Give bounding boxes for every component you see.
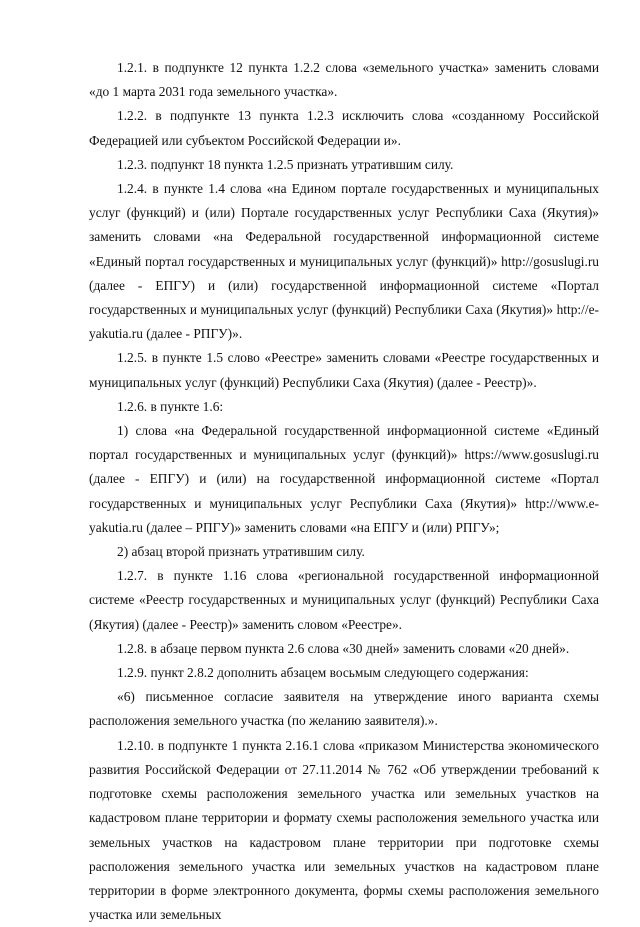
paragraph-1-2-2: 1.2.2. в подпункте 13 пункта 1.2.3 исключить слова «созданному Российской Федерацией или субъектом Российской Федерации и». — [89, 108, 599, 148]
paragraph-1-2-6-item-2: 2) абзац второй признать утратившим силу. — [117, 544, 365, 560]
paragraph-1-2-5: 1.2.5. в пункте 1.5 слово «Реестре» заменить словами «Реестре государственных и муниципальных услуг (функций) Республики Саха (Якутия) (далее - Реестр)». — [89, 350, 599, 390]
paragraph-1-2-10: 1.2.10. в подпункте 1 пункта 2.16.1 слова «приказом Министерства экономического развития Российской Федерации от 27.11.2014 № 762 «Об утверждении требований к подготовке схемы расположения земельного участка или земельных участков на кадастровом плане территории и формату схемы расположения земельного участка или земельных участков на кадастровом плане территории при подготовке схемы расположения земельного участка или земельных участков на кадастровом плане территории в форме электронного документа, формы схемы расположения земельного участка или земельных — [89, 737, 599, 923]
paragraph-1-2-4: 1.2.4. в пункте 1.4 слова «на Едином портале государственных и муниципальных услуг (функций) и (или) Портале государственных услуг Республики Саха (Якутия)» заменить словами «на Федеральной государственной информационной системе «Единый портал государственных и муниципальных услуг (функций)» http://gosuslugi.ru (далее - ЕПГУ) и (или) государственной информационной системе «Портал государственных и муниципальных услуг (функций) Республики Саха (Якутия)» http://e-yakutia.ru (далее - РПГУ)». — [89, 181, 599, 342]
paragraph-1-2-6-item-1: 1) слова «на Федеральной государственной информационной системе «Единый портал государственных и муниципальных услуг (функций)» https://www.gosuslugi.ru (далее - ЕПГУ) и (или) на государственной информационной системе «Портал государственных и муниципальных услуг Республики Саха (Якутия)» http://www.e-yakutia.ru (далее – РПГУ)» заменить словами «на ЕПГУ и (или) РПГУ»; — [89, 423, 599, 535]
paragraph-1-2-8: 1.2.8. в абзаце первом пункта 2.6 слова «30 дней» заменить словами «20 дней». — [117, 640, 570, 656]
paragraph-1-2-6: 1.2.6. в пункте 1.6: — [117, 398, 224, 414]
paragraph-1-2-3: 1.2.3. подпункт 18 пункта 1.2.5 признать утратившим силу. — [117, 156, 454, 172]
paragraph-1-2-1: 1.2.1. в подпункте 12 пункта 1.2.2 слова «земельного участка» заменить словами «до 1 марта 2031 года земельного участка». — [89, 60, 599, 100]
document-body — [89, 56, 599, 927]
paragraph-1-2-7: 1.2.7. в пункте 1.16 слова «региональной государственной информационной системе «Реестр государственных и муниципальных услуг (функций) Республики Саха (Якутия) (далее - Реестр)» заменить словом «Реестре». — [89, 568, 599, 632]
paragraph-1-2-9: 1.2.9. пункт 2.8.2 дополнить абзацем восьмым следующего содержания: — [117, 665, 529, 681]
paragraph-1-2-9-quote: «6) письменное согласие заявителя на утверждение иного варианта схемы расположения земельного участка (по желанию заявителя).». — [89, 689, 599, 729]
